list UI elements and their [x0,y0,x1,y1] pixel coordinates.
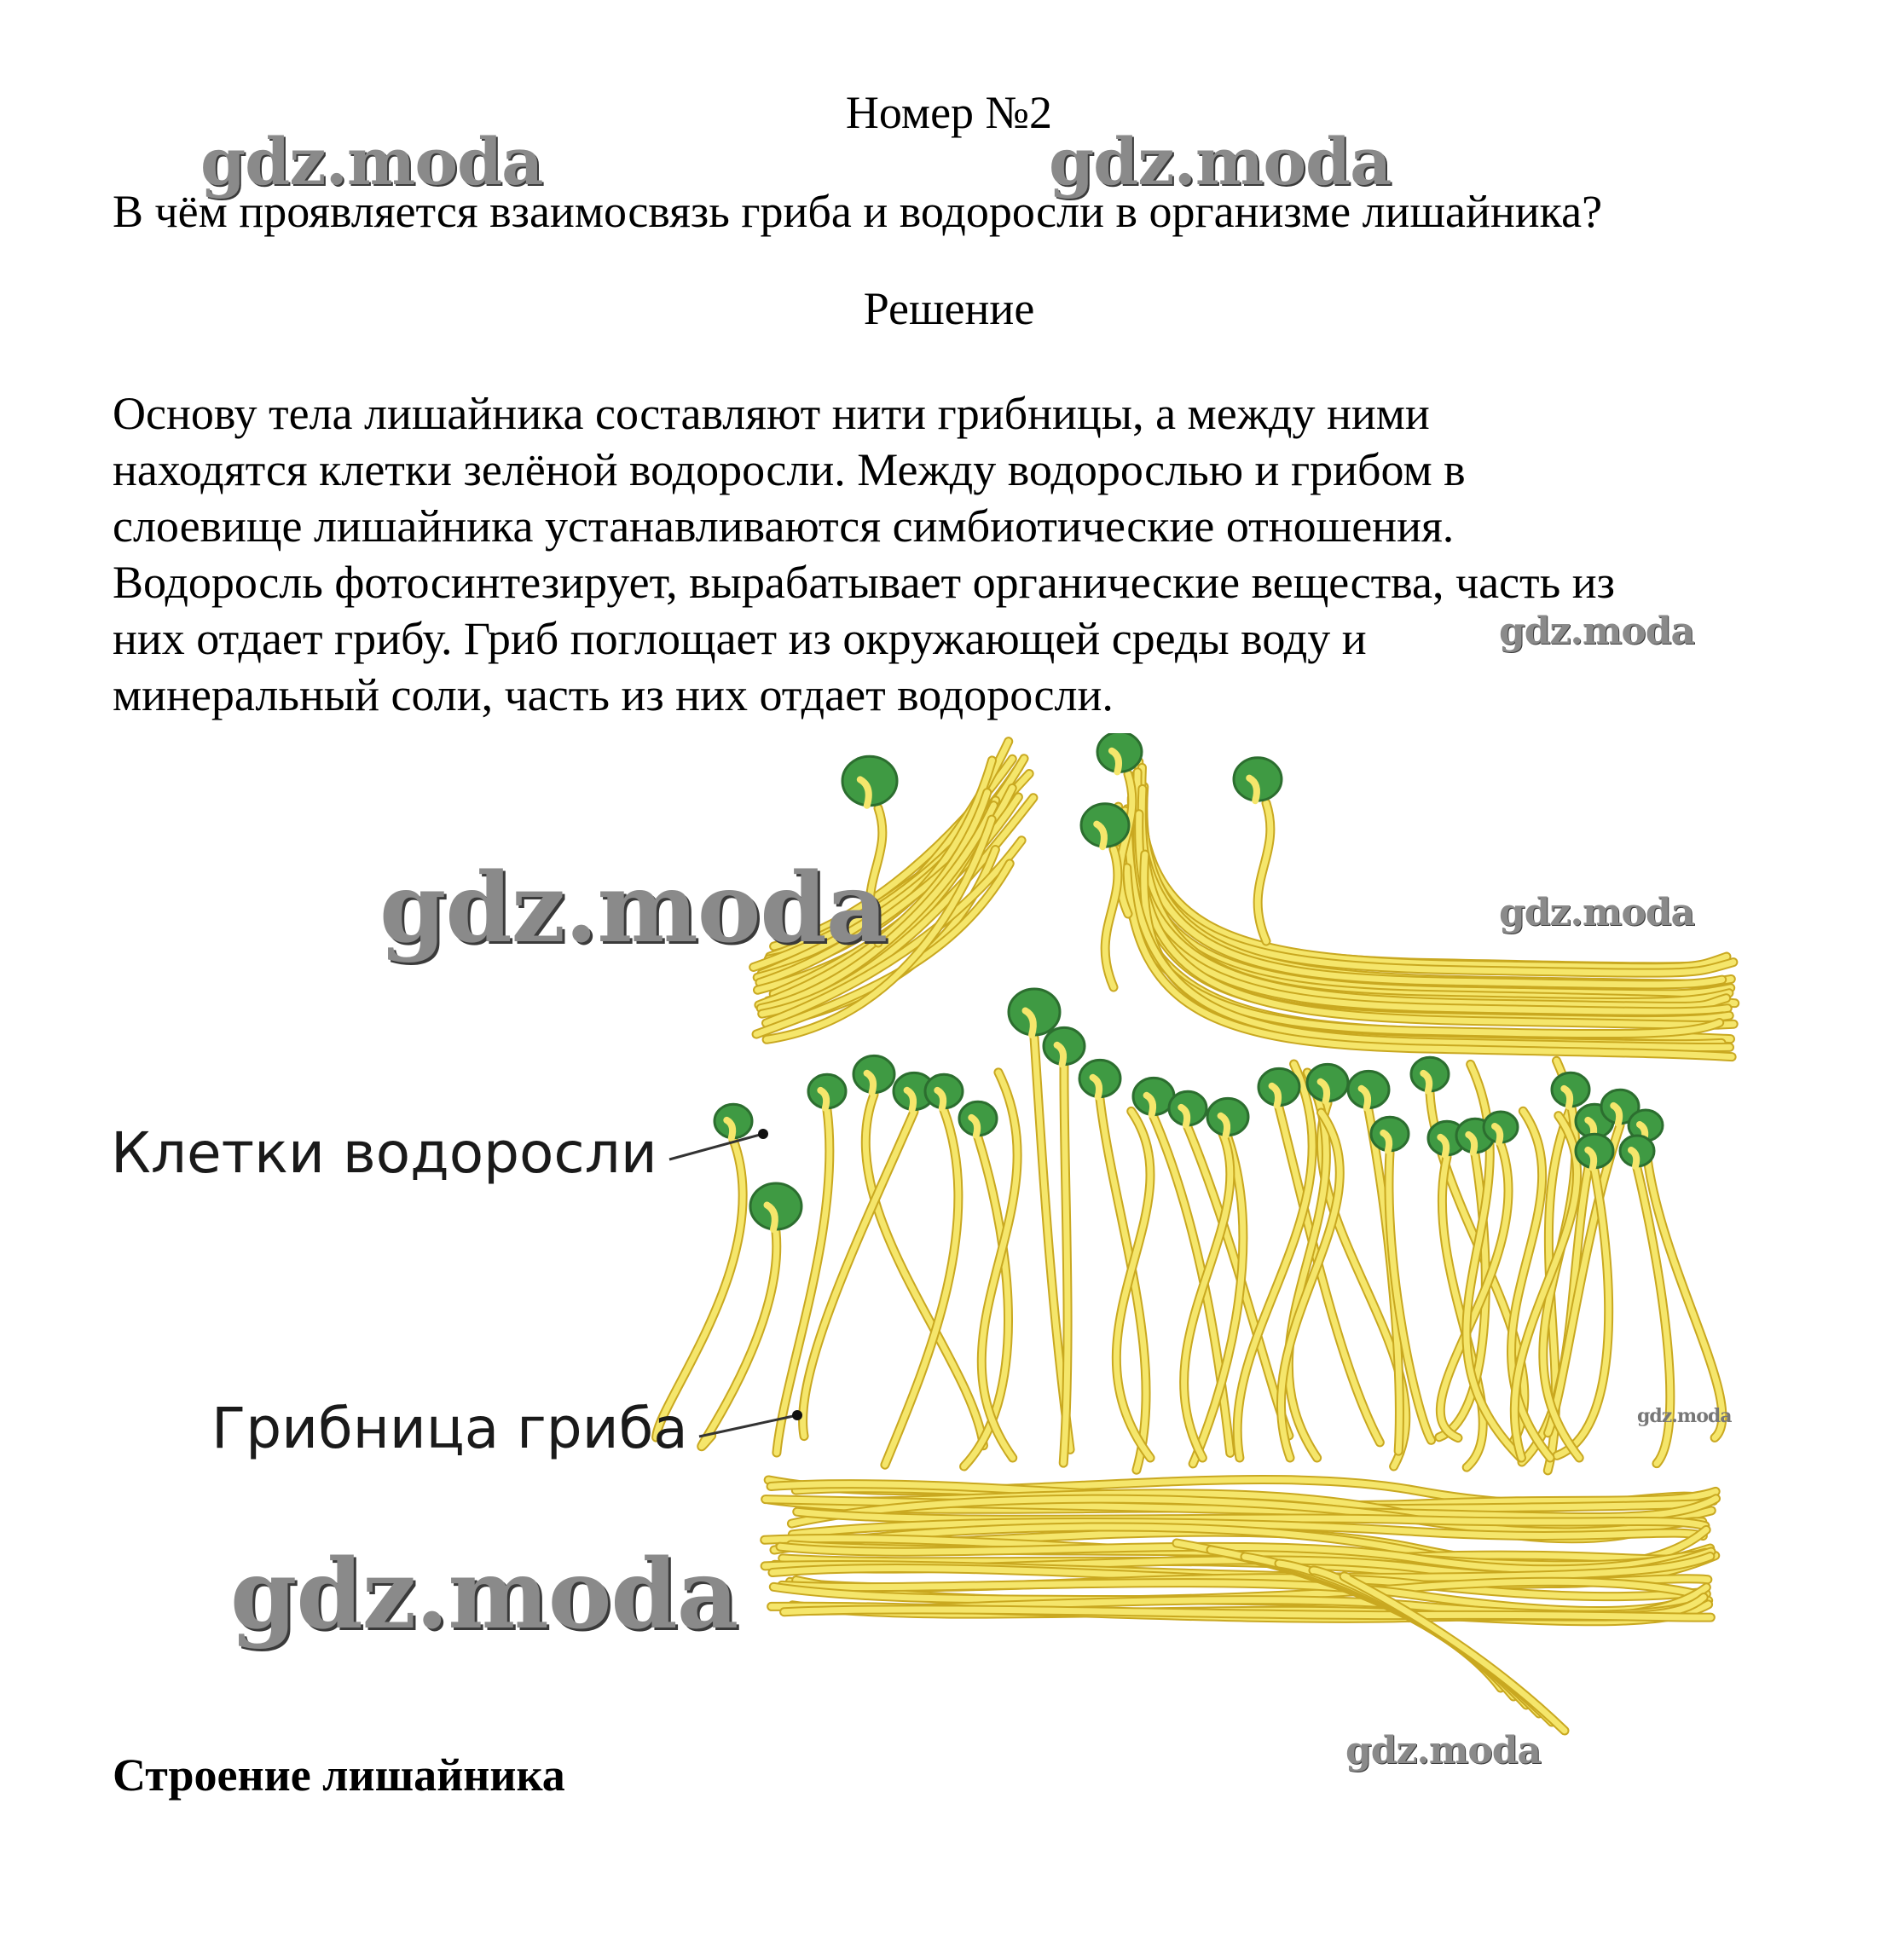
answer-line: находятся клетки зелёной водоросли. Между водорослью и грибом в [113,444,1466,495]
watermark: gdz.moda [379,853,888,964]
watermark: gdz.moda [1499,610,1695,653]
answer-line: минеральный соли, часть из них отдает водоросли. [113,669,1114,720]
algae-cells-label: Клетки водоросли [111,1120,657,1186]
watermark: gdz.moda [1345,1729,1542,1772]
watermark: gdz.moda [1499,891,1695,934]
answer-line: слоевище лишайника устанавливаются симбиотические отношения. [113,500,1455,552]
watermark: gdz.moda [1049,124,1392,199]
answer-paragraph [113,385,1801,723]
answer-line: Основу тела лишайника составляют нити грибницы, а между ними [113,388,1430,439]
watermark: gdz.moda [200,124,543,199]
label-leader-dot [792,1410,802,1420]
answer-line: Водоросль фотосинтезирует, вырабатывает органические вещества, часть из [113,557,1615,608]
label-leader-line [669,1134,763,1159]
solution-heading: Решение [863,283,1035,334]
page-title: Номер №2 [845,87,1053,138]
question-text: В чём проявляется взаимосвязь гриба и водоросли в организме лишайника? [113,186,1603,237]
answer-line: них отдает грибу. Гриб поглощает из окружающей среды воду и [113,613,1367,664]
hypha [702,1232,777,1447]
watermark: gdz.moda [1637,1405,1732,1427]
fungal-mycelium-label: Грибница гриба [211,1396,688,1461]
watermark: gdz.moda [230,1539,738,1651]
hypha-outline [702,1232,777,1447]
label-leader-dot [758,1129,768,1139]
hypha [1137,772,1722,985]
hypha [865,1095,983,1446]
figure-caption: Строение лишайника [113,1749,565,1801]
